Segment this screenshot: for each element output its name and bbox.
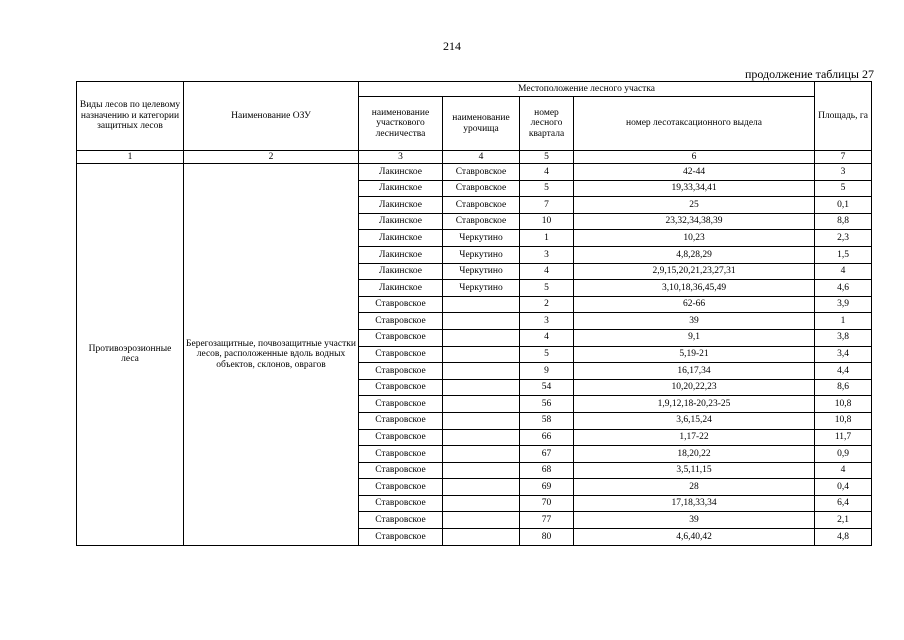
tract-cell: Ставровское xyxy=(443,164,520,181)
tract-cell: Черкутино xyxy=(443,280,520,297)
district-cell: Ставровское xyxy=(359,529,443,546)
area-cell: 8,6 xyxy=(815,379,872,396)
district-cell: Лакинское xyxy=(359,280,443,297)
district-cell: Лакинское xyxy=(359,246,443,263)
area-cell: 3,4 xyxy=(815,346,872,363)
district-cell: Лакинское xyxy=(359,263,443,280)
area-cell: 1,5 xyxy=(815,246,872,263)
plot-numbers-cell: 39 xyxy=(574,512,815,529)
district-cell: Лакинское xyxy=(359,213,443,230)
area-cell: 3,9 xyxy=(815,296,872,313)
quarter-cell: 80 xyxy=(520,529,574,546)
district-cell: Ставровское xyxy=(359,429,443,446)
plot-numbers-cell: 9,1 xyxy=(574,329,815,346)
quarter-cell: 69 xyxy=(520,479,574,496)
quarter-cell: 4 xyxy=(520,329,574,346)
area-cell: 2,3 xyxy=(815,230,872,247)
tract-cell: Ставровское xyxy=(443,213,520,230)
tract-cell xyxy=(443,495,520,512)
ozu-name-cell: Берегозащитные, почвозащитные участки лесов, расположенные вдоль водных объектов, склонов, оврагов xyxy=(184,164,359,546)
plot-numbers-cell: 2,9,15,20,21,23,27,31 xyxy=(574,263,815,280)
area-cell: 4,4 xyxy=(815,363,872,380)
quarter-cell: 3 xyxy=(520,313,574,330)
forest-plots-table xyxy=(76,81,872,546)
quarter-cell: 7 xyxy=(520,197,574,214)
forest-type-cell: Противоэрозионные леса xyxy=(77,164,184,546)
area-cell: 10,8 xyxy=(815,396,872,413)
plot-numbers-cell: 5,19-21 xyxy=(574,346,815,363)
tract-cell xyxy=(443,313,520,330)
plot-numbers-cell: 18,20,22 xyxy=(574,446,815,463)
tract-cell xyxy=(443,296,520,313)
area-cell: 3,8 xyxy=(815,329,872,346)
area-cell: 2,1 xyxy=(815,512,872,529)
header-quarter: номер лесного квартала xyxy=(520,97,574,151)
plot-numbers-cell: 23,32,34,38,39 xyxy=(574,213,815,230)
quarter-cell: 68 xyxy=(520,462,574,479)
district-cell: Лакинское xyxy=(359,197,443,214)
tract-cell: Черкутино xyxy=(443,246,520,263)
district-cell: Ставровское xyxy=(359,346,443,363)
area-cell: 5 xyxy=(815,180,872,197)
tract-cell xyxy=(443,363,520,380)
tract-cell: Черкутино xyxy=(443,230,520,247)
header-location-group: Местоположение лесного участка xyxy=(359,82,815,97)
district-cell: Ставровское xyxy=(359,512,443,529)
plot-numbers-cell: 19,33,34,41 xyxy=(574,180,815,197)
quarter-cell: 70 xyxy=(520,495,574,512)
district-cell: Ставровское xyxy=(359,329,443,346)
header-plot: номер лесотаксационного выдела xyxy=(574,97,815,151)
district-cell: Лакинское xyxy=(359,230,443,247)
district-cell: Лакинское xyxy=(359,164,443,181)
tract-cell xyxy=(443,462,520,479)
tract-cell xyxy=(443,479,520,496)
tract-cell xyxy=(443,429,520,446)
district-cell: Ставровское xyxy=(359,313,443,330)
plot-numbers-cell: 28 xyxy=(574,479,815,496)
plot-numbers-cell: 17,18,33,34 xyxy=(574,495,815,512)
quarter-cell: 5 xyxy=(520,346,574,363)
plot-numbers-cell: 3,5,11,15 xyxy=(574,462,815,479)
quarter-cell: 10 xyxy=(520,213,574,230)
header-ozu-name: Наименование ОЗУ xyxy=(184,82,359,151)
page-number: 214 xyxy=(443,39,461,53)
quarter-cell: 3 xyxy=(520,246,574,263)
plot-numbers-cell: 4,8,28,29 xyxy=(574,246,815,263)
district-cell: Ставровское xyxy=(359,396,443,413)
quarter-cell: 56 xyxy=(520,396,574,413)
plot-numbers-cell: 4,6,40,42 xyxy=(574,529,815,546)
plot-numbers-cell: 10,23 xyxy=(574,230,815,247)
column-number: 6 xyxy=(574,151,815,164)
header-district: наименование участкового лесничества xyxy=(359,97,443,151)
quarter-cell: 77 xyxy=(520,512,574,529)
district-cell: Ставровское xyxy=(359,495,443,512)
district-cell: Ставровское xyxy=(359,412,443,429)
tract-cell: Черкутино xyxy=(443,263,520,280)
plot-numbers-cell: 1,9,12,18-20,23-25 xyxy=(574,396,815,413)
area-cell: 10,8 xyxy=(815,412,872,429)
tract-cell xyxy=(443,329,520,346)
header-tract: наименование урочища xyxy=(443,97,520,151)
tract-cell: Ставровское xyxy=(443,180,520,197)
table-continuation-label: продолжение таблицы 27 xyxy=(744,67,874,81)
area-cell: 4 xyxy=(815,462,872,479)
quarter-cell: 5 xyxy=(520,280,574,297)
header-area: Площадь, га xyxy=(815,82,872,151)
district-cell: Ставровское xyxy=(359,379,443,396)
quarter-cell: 4 xyxy=(520,263,574,280)
area-cell: 4,8 xyxy=(815,529,872,546)
table-body xyxy=(77,164,872,546)
tract-cell xyxy=(443,346,520,363)
district-cell: Ставровское xyxy=(359,446,443,463)
column-number: 4 xyxy=(443,151,520,164)
plot-numbers-cell: 42-44 xyxy=(574,164,815,181)
quarter-cell: 1 xyxy=(520,230,574,247)
quarter-cell: 4 xyxy=(520,164,574,181)
tract-cell xyxy=(443,379,520,396)
district-cell: Ставровское xyxy=(359,363,443,380)
quarter-cell: 2 xyxy=(520,296,574,313)
column-number: 7 xyxy=(815,151,872,164)
tract-cell xyxy=(443,529,520,546)
area-cell: 11,7 xyxy=(815,429,872,446)
area-cell: 1 xyxy=(815,313,872,330)
tract-cell xyxy=(443,446,520,463)
tract-cell xyxy=(443,512,520,529)
tract-cell xyxy=(443,396,520,413)
plot-numbers-cell: 10,20,22,23 xyxy=(574,379,815,396)
plot-numbers-cell: 3,6,15,24 xyxy=(574,412,815,429)
quarter-cell: 9 xyxy=(520,363,574,380)
table-row xyxy=(77,164,872,181)
area-cell: 0,1 xyxy=(815,197,872,214)
area-cell: 4 xyxy=(815,263,872,280)
quarter-cell: 67 xyxy=(520,446,574,463)
column-number: 2 xyxy=(184,151,359,164)
district-cell: Ставровское xyxy=(359,479,443,496)
plot-numbers-cell: 1,17-22 xyxy=(574,429,815,446)
plot-numbers-cell: 3,10,18,36,45,49 xyxy=(574,280,815,297)
header-forest-types: Виды лесов по целевому назначению и категории защитных лесов xyxy=(77,82,184,151)
quarter-cell: 58 xyxy=(520,412,574,429)
area-cell: 8,8 xyxy=(815,213,872,230)
plot-numbers-cell: 25 xyxy=(574,197,815,214)
quarter-cell: 66 xyxy=(520,429,574,446)
tract-cell xyxy=(443,412,520,429)
plot-numbers-cell: 39 xyxy=(574,313,815,330)
district-cell: Лакинское xyxy=(359,180,443,197)
column-number: 5 xyxy=(520,151,574,164)
quarter-cell: 5 xyxy=(520,180,574,197)
area-cell: 3 xyxy=(815,164,872,181)
area-cell: 0,9 xyxy=(815,446,872,463)
area-cell: 0,4 xyxy=(815,479,872,496)
plot-numbers-cell: 16,17,34 xyxy=(574,363,815,380)
column-number-row xyxy=(77,151,872,164)
area-cell: 4,6 xyxy=(815,280,872,297)
column-number: 3 xyxy=(359,151,443,164)
area-cell: 6,4 xyxy=(815,495,872,512)
quarter-cell: 54 xyxy=(520,379,574,396)
district-cell: Ставровское xyxy=(359,462,443,479)
tract-cell: Ставровское xyxy=(443,197,520,214)
plot-numbers-cell: 62-66 xyxy=(574,296,815,313)
district-cell: Ставровское xyxy=(359,296,443,313)
column-number: 1 xyxy=(77,151,184,164)
